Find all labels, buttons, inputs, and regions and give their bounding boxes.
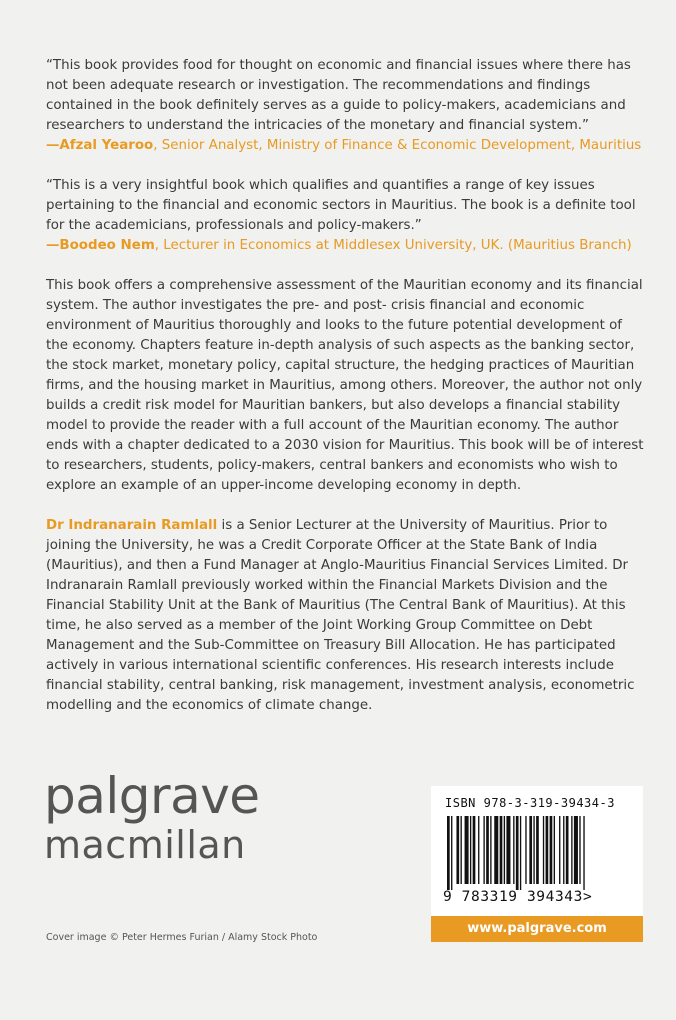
barcode-digits <box>443 889 592 905</box>
barcode-bar <box>506 816 510 884</box>
barcode-bar <box>461 816 462 884</box>
barcode-bar <box>536 816 539 884</box>
barcode-bar <box>533 816 534 884</box>
quote-1-role: , Senior Analyst, Ministry of Finance & Economic Development, Mauritius <box>153 138 642 153</box>
quote-1-text: “This book provides food for thought on economic and financial issues where there has not been adequate research or investigation. The recommendations and findings contained in the book definitely serves as a guide to policy-makers, academicians and researchers to understand the intricacies of the monetary and financial system.” <box>46 58 631 133</box>
barcode-bar <box>583 816 584 890</box>
endorsement-quote-2 <box>46 176 646 256</box>
barcode-bar <box>490 816 491 884</box>
quote-1-name: —Afzal Yearoo <box>46 138 154 153</box>
barcode-bar <box>563 816 564 884</box>
quote-2-name: —Boodeo Nem <box>46 238 155 253</box>
publisher-logo-line1: palgrave <box>44 767 260 825</box>
barcode-bar <box>546 816 549 884</box>
barcode-bar <box>516 816 519 890</box>
cover-image-credit: Cover image © Peter Hermes Furian / Alamy Stock Photo <box>46 932 318 943</box>
barcode-bar <box>447 816 450 890</box>
barcode-arrow: > <box>582 889 593 905</box>
barcode-bar <box>500 816 503 884</box>
barcode-bar <box>529 816 532 884</box>
barcode-bar <box>483 816 484 884</box>
barcode-bar <box>451 816 452 890</box>
barcode-bar <box>571 816 572 884</box>
barcode-bar <box>473 816 476 884</box>
barcode-bar <box>520 816 521 890</box>
barcode-bar <box>470 816 471 884</box>
barcode-bar <box>465 816 469 884</box>
isbn-barcode <box>431 786 643 916</box>
quote-2-role: , Lecturer in Economics at Middlesex University, UK. (Mauritius Branch) <box>154 238 632 253</box>
barcode-bar <box>478 816 479 884</box>
barcode-bar <box>494 816 498 884</box>
endorsement-quote-1 <box>46 56 646 156</box>
publisher-logo <box>44 767 260 867</box>
barcode-bars <box>441 816 636 890</box>
barcode-bar <box>566 816 569 884</box>
publisher-logo-line2: macmillan <box>44 823 246 867</box>
barcode-bar <box>456 816 459 884</box>
barcode-bar <box>525 816 526 884</box>
barcode-bar <box>579 816 580 884</box>
quote-2-text: “This is a very insightful book which qualifies and quantifies a range of key issues pertaining to the financial and economic sectors in Mauritius. The book is a definite tool for the academicians, professionals and policy-makers.” <box>46 178 636 233</box>
barcode-digits-text: 9 783319 394343 <box>443 889 583 905</box>
barcode-bar <box>550 816 553 884</box>
author-bio-text: is a Senior Lecturer at the University of Mauritius. Prior to joining the University, he was a Credit Corporate Officer at the State Bank of India (Mauritius), and then a Fund Manager at Anglo-Mauritius Financial Services Limited. Dr Indranarain Ramlall previously worked within the Financial Markets Division and the Financial Stability Unit at the Bank of Mauritius (The Central Bank of Mauritius). At this time, he also served as a member of the Joint Working Group Committee on Debt Management and the Sub-Committee on Treasury Bill Allocation. He has participated actively in various international scientific conferences. His research interests include financial stability, central banking, risk management, investment analysis, econometric modelling and the economics of climate change. <box>46 518 635 713</box>
isbn-label: ISBN 978-3-319-39434-3 <box>445 796 615 810</box>
author-bio <box>46 516 646 716</box>
publisher-url[interactable]: www.palgrave.com <box>431 916 643 942</box>
barcode-bar <box>504 816 505 884</box>
quote-1-attribution <box>46 138 641 153</box>
barcode-bar <box>574 816 578 884</box>
barcode-bar <box>513 816 514 884</box>
barcode-bar <box>486 816 489 884</box>
back-cover-text <box>46 56 646 716</box>
book-description: This book offers a comprehensive assessment of the Mauritian economy and its financial system. The author investigates the pre- and post- crisis financial and economic environment of Mauritius thoroughly and looks to the future potential development of the economy. Chapters feature in-depth analysis of such aspects as the banking sector, the stock market, monetary policy, capital structure, the hedging practices of Mauritian firms, and the housing market in Mauritius, among others. Moreover, the author not only builds a credit risk model for Mauritian bankers, but also develops a financial stability model to provide the reader with a full account of the Mauritian economy. The author ends with a chapter dedicated to a 2030 vision for Mauritius. This book will be of interest to researchers, students, policy-makers, central bankers and economists who wish to explore an example of an upper-income developing economy in depth. <box>46 278 644 493</box>
barcode-bar <box>543 816 544 884</box>
author-name: Dr Indranarain Ramlall <box>46 518 218 533</box>
barcode-bar <box>554 816 555 884</box>
barcode-bar <box>559 816 560 884</box>
quote-2-attribution <box>46 238 632 253</box>
